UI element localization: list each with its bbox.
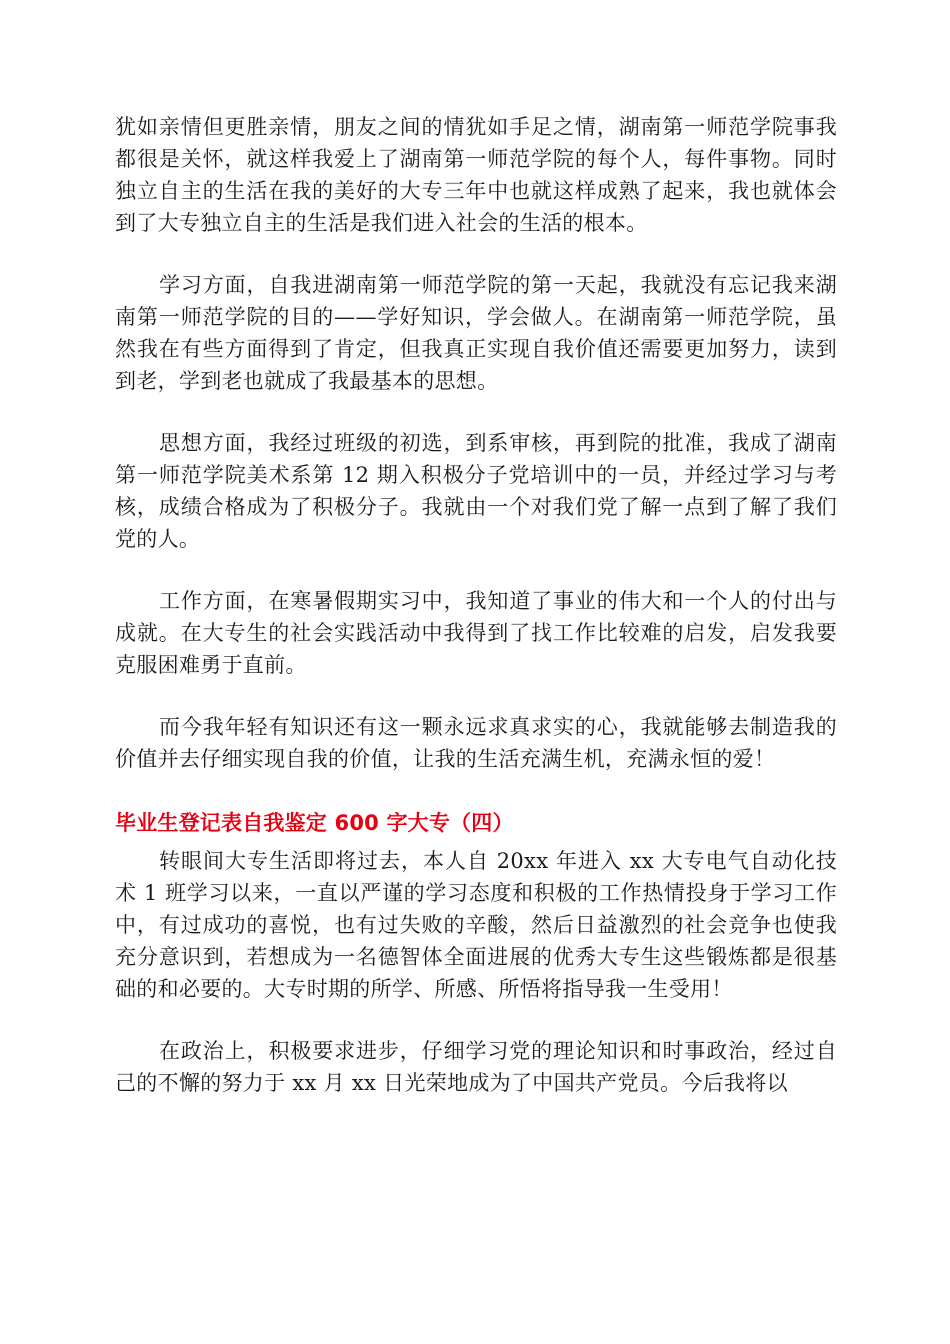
paragraph-work: 工作方面，在寒暑假期实习中，我知道了事业的伟大和一个人的付出与成就。在大专生的社会实践活动中我得到了找工作比较难的启发，启发我要克服困难勇于直前。 [115, 589, 837, 677]
paragraph-thought: 思想方面，我经过班级的初选，到系审核，再到院的批准，我成了湖南第一师范学院美术系第 12 期入积极分子党培训中的一员，并经过学习与考核，成绩合格成为了积极分子。我就由一个对我们党了解一点到了解了我们党的人。 [115, 431, 837, 551]
paragraph-study: 学习方面，自我进湖南第一师范学院的第一天起，我就没有忘记我来湖南第一师范学院的目的——学好知识，学会做人。在湖南第一师范学院，虽然我在有些方面得到了肯定，但我真正实现自我价值还需要更加努力，读到到老，学到老也就成了我最基本的思想。 [115, 273, 837, 393]
paragraph-intro: 转眼间大专生活即将过去，本人自 20xx 年进入 xx 大专电气自动化技术 1 班学习以来，一直以严谨的学习态度和积极的工作热情投身于学习工作中，有过成功的喜悦，也有过失败的辛酸，然后日益激烈的社会竞争也使我充分意识到，若想成为一名德智体全面进展的优秀大专生这些锻炼都是很基础的和必要的。大专时期的所学、所感、所悟将指导我一生受用！ [115, 849, 837, 1001]
paragraph-politics: 在政治上，积极要求进步，仔细学习党的理论知识和时事政治，经过自己的不懈的努力于 xx 月 xx 日光荣地成为了中国共产党员。今后我将以 [115, 1039, 837, 1095]
section-heading: 毕业生登记表自我鉴定 600 字大专（四） [115, 811, 514, 835]
document-body [115, 111, 837, 1099]
paragraph-continued: 犹如亲情但更胜亲情，朋友之间的情犹如手足之情，湖南第一师范学院事我都很是关怀，就这样我爱上了湖南第一师范学院的每个人，每件事物。同时独立自主的生活在我的美好的大专三年中也就这样成熟了起来，我也就体会到了大专独立自主的生活是我们进入社会的生活的根本。 [115, 115, 837, 235]
paragraph-conclusion: 而今我年轻有知识还有这一颗永远求真求实的心，我就能够去制造我的价值并去仔细实现自我的价值，让我的生活充满生机，充满永恒的爱！ [115, 715, 837, 771]
